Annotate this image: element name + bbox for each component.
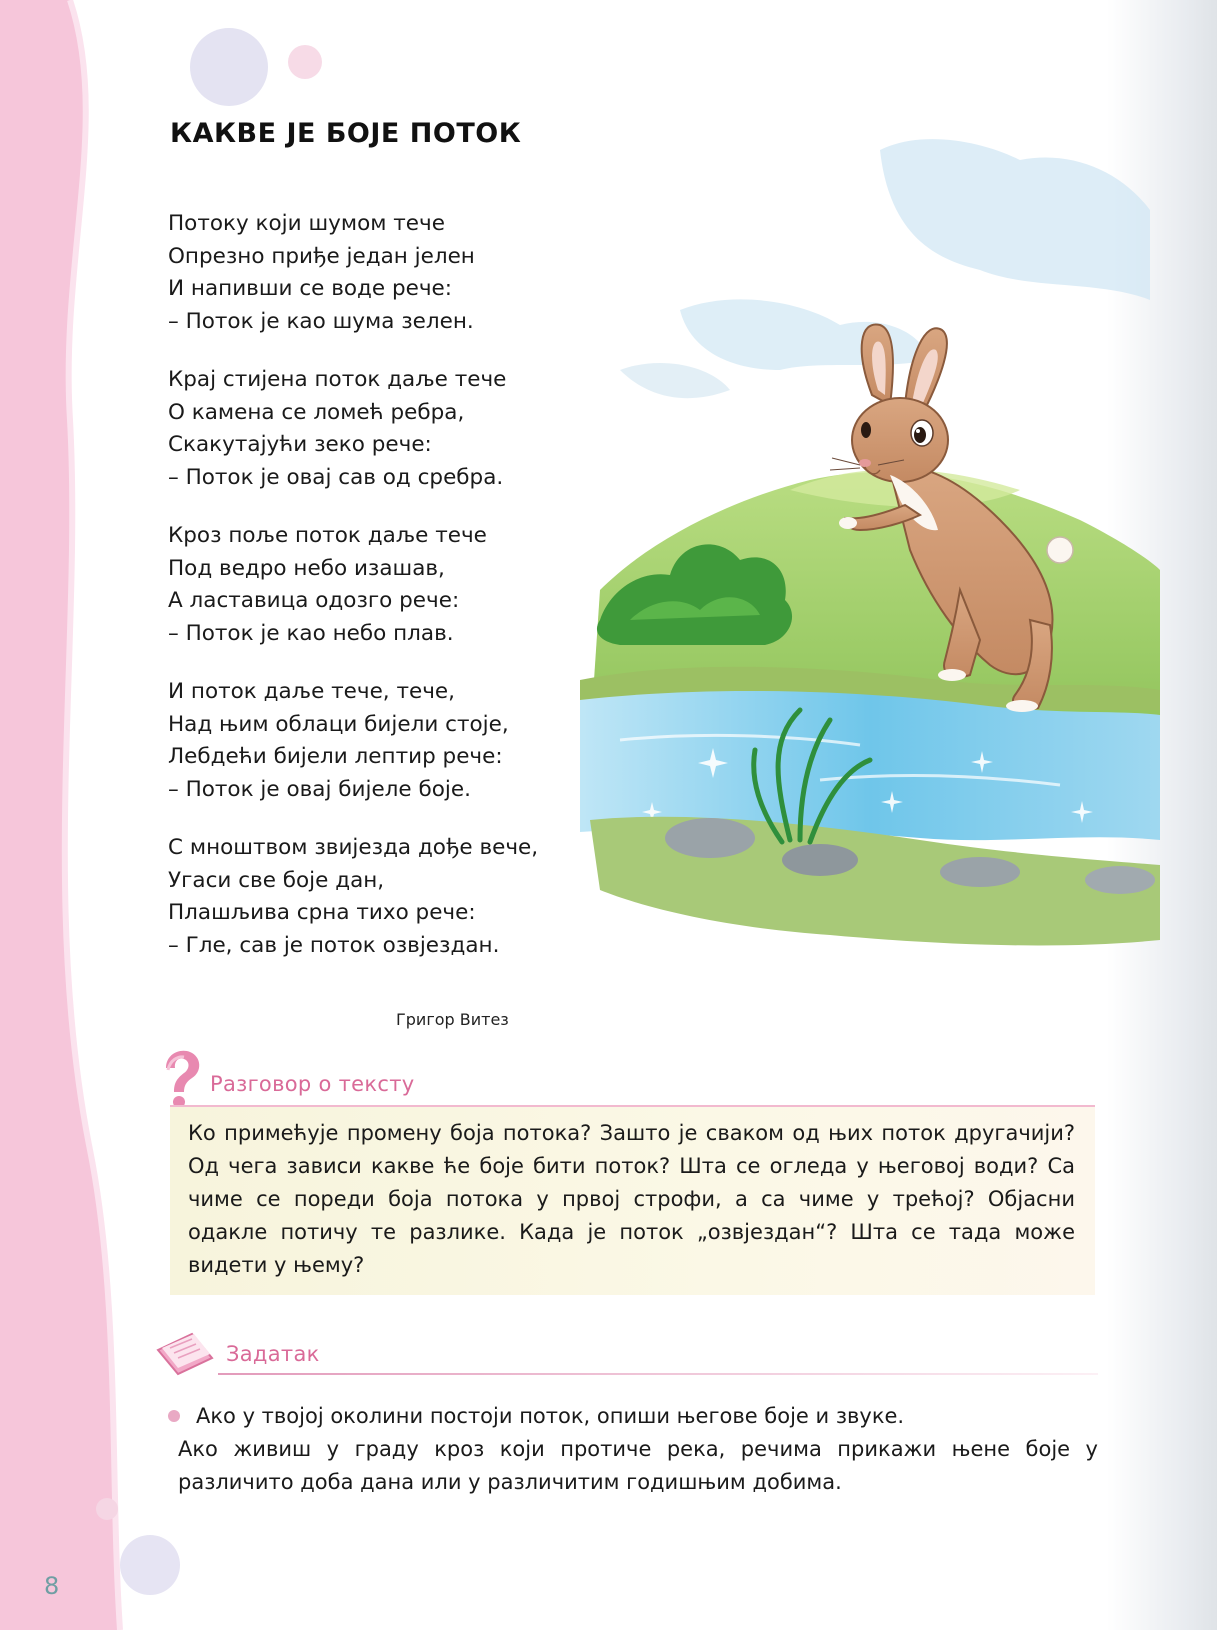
poem-line: И напивши се воде рече: xyxy=(168,276,453,301)
poem-line: – Поток је овај сав од сребра. xyxy=(168,464,504,490)
notepad-icon xyxy=(152,1328,218,1380)
poem-title: КАКВЕ ЈЕ БОЈЕ ПОТОК xyxy=(170,118,522,149)
stanza-1 xyxy=(168,208,598,338)
poem-line: – Гле, сав је поток озвјездан. xyxy=(168,932,500,958)
poem-line: Угаси све боје дан, xyxy=(168,867,385,893)
discussion-heading: Разговор о тексту xyxy=(210,1072,415,1096)
discussion-box xyxy=(170,1105,1095,1295)
decor-bubble xyxy=(288,45,322,79)
poem-line: – Поток је овај бијеле боје. xyxy=(168,776,471,802)
poem-line: Скакутајући зеко рече: xyxy=(168,432,432,457)
poem-line: Над њим облаци бијели стоје, xyxy=(168,711,509,737)
stanza-5 xyxy=(168,832,598,962)
task-line-2: Ако живиш у граду кроз који протиче река, речима прикажи њене боје у различито доба дана или у различитим годишњим добима. xyxy=(178,1437,1098,1494)
discussion-text: Ко примећује промену боја потока? Зашто је сваком од њих поток другачији? Од чега зависи какве ће боје бити поток? Шта се огледа у његовој води? Са чиме се пореди боја потока у првој строфи, а са чиме у трећој? Објасни одакле потичу те разлике. Када је поток „озвјездан“? Шта се тада може видети у њему? xyxy=(188,1121,1075,1277)
poem-line: О камена се ломећ ребра, xyxy=(168,399,465,425)
poem-line: Лебдећи бијели лептир рече: xyxy=(168,744,503,769)
poem-line: – Поток је као небо плав. xyxy=(168,620,454,646)
task-heading: Задатак xyxy=(226,1342,320,1366)
task-line-1: Ако у твојој околини постоји поток, опиши његове боје и звуке. xyxy=(196,1404,905,1428)
poem-line: И поток даље тече, тече, xyxy=(168,679,455,704)
task-body xyxy=(178,1400,1098,1499)
stanza-2 xyxy=(168,364,598,494)
question-mark-icon xyxy=(158,1048,206,1110)
task-divider xyxy=(218,1373,1098,1375)
poem-line: – Поток је као шума зелен. xyxy=(168,308,474,334)
poem-line: Плашљива срна тихо рече: xyxy=(168,900,476,925)
page-number: 8 xyxy=(44,1572,60,1600)
rabbit-by-stream-illustration xyxy=(560,120,1160,1000)
poem-line: А ластавица одозго рече: xyxy=(168,588,460,613)
poem-line: Крај стијена поток даље тече xyxy=(168,367,507,392)
stanza-4 xyxy=(168,676,598,806)
poem-line: Опрезно приђе један јелен xyxy=(168,243,475,269)
poem-line: Потоку који шумом тече xyxy=(168,211,445,236)
decor-bubble xyxy=(120,1535,180,1595)
poem xyxy=(168,208,598,988)
stanza-3 xyxy=(168,520,598,650)
poem-line: Кроз поље поток даље тече xyxy=(168,523,487,548)
poem-author: Григор Витез xyxy=(396,1010,509,1029)
poem-line: Под ведро небо изашав, xyxy=(168,555,445,581)
decor-bubble xyxy=(190,28,268,106)
decor-bubble xyxy=(96,1498,118,1520)
poem-line: С мноштвом звијезда дође вече, xyxy=(168,835,539,860)
left-decorative-band xyxy=(0,0,140,1630)
